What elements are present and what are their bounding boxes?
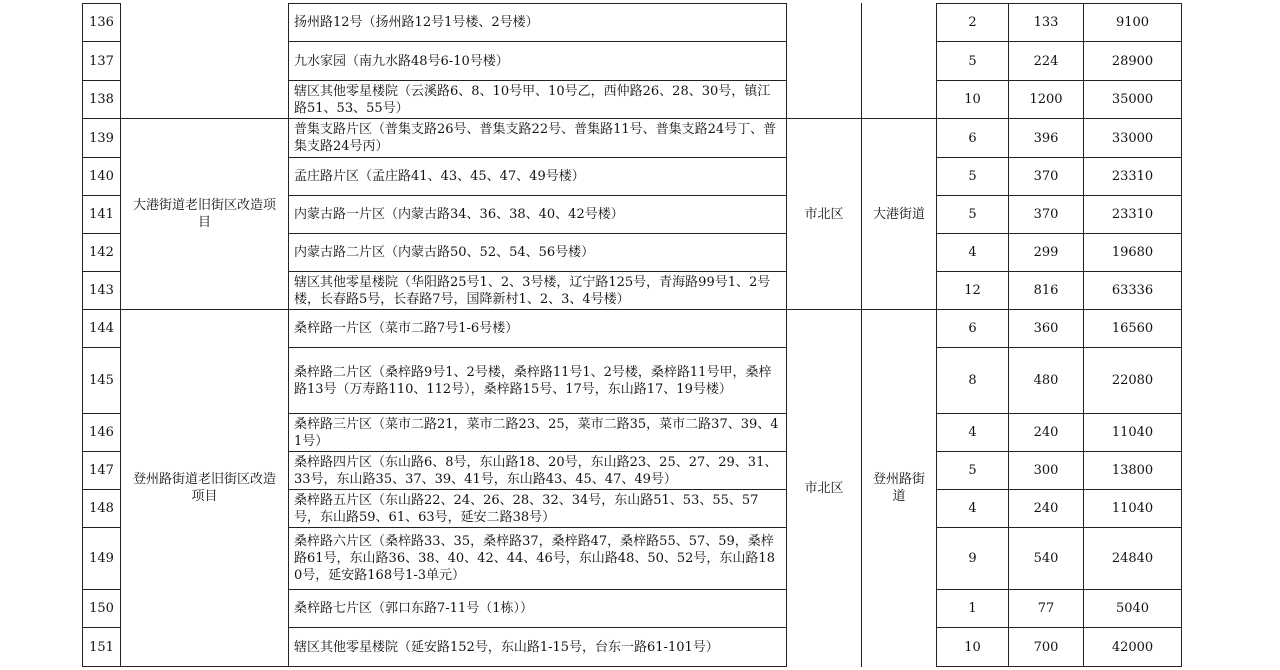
project-name-cell: 登州路街道老旧街区改造项目 — [132, 472, 276, 504]
households-count-cell: 224 — [1033, 53, 1059, 69]
district-cell — [787, 4, 861, 118]
area-cell: 42000 — [1111, 639, 1154, 655]
buildings-count-cell: 6 — [968, 321, 977, 336]
community-name-cell: 桑梓路五片区（东山路22、24、26、28、32、34号，东山路51、53、55、57号，东山路59、61、63号，延安二路38号） — [294, 492, 759, 525]
households-count-cell: 1200 — [1029, 92, 1063, 107]
community-name-cell: 内蒙古路二片区（内蒙古路50、52、54、56号楼） — [294, 245, 595, 260]
buildings-count-cell: 1 — [968, 601, 977, 616]
households-count-cell: 240 — [1033, 425, 1059, 440]
community-name-cell: 孟庄路片区（孟庄路41、43、45、47、49号楼） — [294, 169, 585, 184]
buildings-count-cell: 2 — [968, 15, 977, 30]
area-cell: 35000 — [1111, 92, 1154, 107]
households-count-cell: 240 — [1033, 501, 1059, 516]
area-cell: 16560 — [1111, 321, 1154, 336]
project-name-cell — [121, 4, 288, 118]
row-number-cell: 139 — [89, 130, 114, 146]
grid-line-h — [288, 666, 787, 667]
row-number-cell: 150 — [89, 601, 114, 616]
district-cell: 市北区 — [804, 480, 844, 496]
buildings-count-cell: 12 — [964, 283, 981, 298]
community-name-cell: 桑梓路一片区（菜市二路7号1-6号楼） — [294, 321, 519, 336]
grid-line-h — [936, 666, 1182, 667]
community-name-cell: 普集支路片区（普集支路26号、普集支路22号、普集路11号、普集支路24号丁、普集支路24号丙） — [294, 122, 777, 154]
row-number-cell: 144 — [89, 321, 114, 336]
row-number-cell: 146 — [89, 425, 114, 440]
row-number-cell: 140 — [89, 169, 114, 184]
area-cell: 24840 — [1111, 551, 1154, 566]
row-number-cell: 151 — [89, 639, 114, 655]
households-count-cell: 77 — [1037, 601, 1055, 616]
households-count-cell: 370 — [1033, 169, 1059, 184]
area-cell: 22080 — [1111, 373, 1154, 388]
area-cell: 11040 — [1111, 501, 1154, 516]
area-cell: 9100 — [1115, 15, 1150, 30]
buildings-count-cell: 5 — [968, 463, 977, 478]
row-number-cell: 147 — [89, 463, 114, 478]
buildings-count-cell: 5 — [968, 53, 977, 69]
area-cell: 19680 — [1111, 245, 1154, 260]
area-cell: 11040 — [1111, 425, 1154, 440]
row-number-cell: 137 — [89, 53, 114, 69]
households-count-cell: 300 — [1033, 463, 1059, 478]
households-count-cell: 299 — [1033, 245, 1059, 260]
households-count-cell: 370 — [1033, 207, 1059, 222]
buildings-count-cell: 4 — [968, 425, 977, 440]
buildings-count-cell: 9 — [968, 551, 977, 566]
community-name-cell: 辖区其他零星楼院（云溪路6、8、10号甲、10号乙，西仲路26、28、30号，镇江路51、53、55号） — [294, 83, 771, 116]
community-name-cell: 桑梓路七片区（郭口东路7-11号（1栋）） — [294, 601, 533, 616]
community-name-cell: 辖区其他零星楼院（华阳路25号1、2、3号楼，辽宁路125号，青海路99号1、2号楼，长春路5号，长春路7号，国降新村1、2、3、4号楼） — [294, 274, 771, 307]
community-name-cell: 辖区其他零星楼院（延安路152号，东山路1-15号，台东一路61-101号） — [294, 639, 719, 655]
area-cell: 23310 — [1111, 207, 1154, 222]
area-cell: 28900 — [1111, 53, 1154, 69]
households-count-cell: 816 — [1033, 283, 1059, 298]
community-name-cell: 桑梓路四片区（东山路6、8号，东山路18、20号，东山路23、25、27、29、31、33号，东山路35、37、39、41号，东山路43、45、47、49号） — [294, 454, 778, 487]
row-number-cell: 149 — [89, 551, 114, 566]
row-number-cell: 148 — [89, 501, 114, 516]
households-count-cell: 360 — [1033, 321, 1059, 336]
community-name-cell: 桑梓路六片区（桑梓路33、35，桑梓路37，桑梓路47，桑梓路55、57、59，桑梓路61号，东山路36、38、40、42、44、46号，东山路48、50、52号，东山路180号，延安路168号1-3单元） — [294, 534, 775, 583]
district-cell: 市北区 — [804, 206, 844, 222]
households-count-cell: 480 — [1033, 373, 1059, 388]
street-cell — [862, 4, 936, 118]
area-cell: 5040 — [1115, 601, 1150, 616]
row-number-cell: 136 — [89, 15, 114, 30]
buildings-count-cell: 10 — [964, 639, 981, 655]
community-name-cell: 九水家园（南九水路48号6-10号楼） — [294, 53, 509, 69]
row-number-cell: 138 — [89, 92, 114, 107]
area-cell: 63336 — [1111, 283, 1154, 298]
street-cell: 登州路街道 — [872, 472, 925, 504]
community-name-cell: 桑梓路二片区（桑梓路9号1、2号楼，桑梓路11号1、2号楼，桑梓路11号甲，桑梓路13号（万寿路110、112号），桑梓路15号、17号，东山路17、19号楼） — [294, 364, 772, 397]
buildings-count-cell: 8 — [968, 373, 977, 388]
row-number-cell: 141 — [89, 207, 114, 222]
area-cell: 33000 — [1111, 130, 1154, 146]
community-name-cell: 内蒙古路一片区（内蒙古路34、36、38、40、42号楼） — [294, 207, 624, 222]
community-name-cell: 桑梓路三片区（菜市二路21，菜市二路23、25，菜市二路35，菜市二路37、39、41号） — [294, 416, 779, 449]
street-cell: 大港街道 — [872, 206, 925, 222]
buildings-count-cell: 6 — [968, 130, 977, 146]
row-number-cell: 142 — [89, 245, 114, 260]
grid-line-h — [82, 666, 121, 667]
area-cell: 23310 — [1111, 169, 1154, 184]
households-count-cell: 133 — [1033, 15, 1059, 30]
buildings-count-cell: 5 — [968, 169, 977, 184]
row-number-cell: 143 — [89, 283, 114, 298]
grid-line-h — [120, 666, 289, 667]
area-cell: 13800 — [1111, 463, 1154, 478]
project-name-cell: 大港街道老旧街区改造项目 — [132, 198, 276, 230]
row-number-cell: 145 — [89, 373, 114, 388]
buildings-count-cell: 5 — [968, 207, 977, 222]
households-count-cell: 396 — [1033, 130, 1059, 146]
households-count-cell: 540 — [1033, 551, 1059, 566]
buildings-count-cell: 10 — [964, 92, 981, 107]
community-name-cell: 扬州路12号（扬州路12号1号楼、2号楼） — [294, 15, 539, 30]
grid-line-v — [1181, 3, 1182, 667]
households-count-cell: 700 — [1033, 639, 1059, 655]
buildings-count-cell: 4 — [968, 501, 977, 516]
buildings-count-cell: 4 — [968, 245, 977, 260]
